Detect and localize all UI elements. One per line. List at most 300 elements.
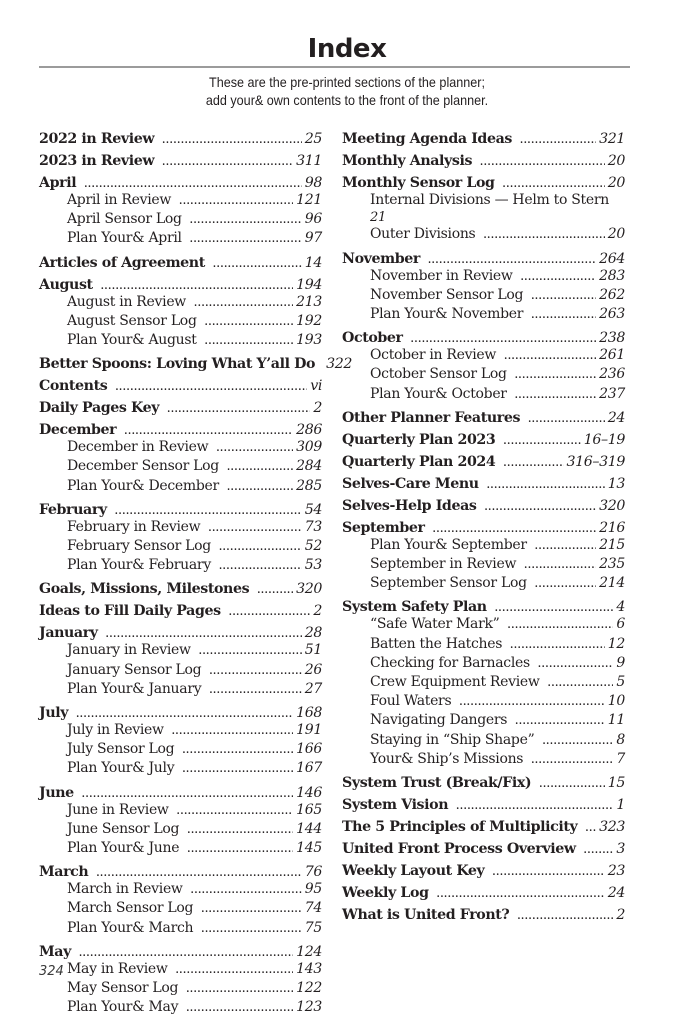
entry-label: August xyxy=(39,276,93,293)
dot-leader xyxy=(538,657,614,674)
entry-label: November in Review xyxy=(370,267,513,284)
entry-label: Batten the Hatches xyxy=(370,635,503,652)
page-reference: 54 xyxy=(304,501,322,518)
index-subentry-safe-water-mark[interactable] xyxy=(342,616,625,635)
index-description xyxy=(35,73,660,109)
page-reference: 9 xyxy=(616,654,625,671)
dot-leader xyxy=(179,194,293,211)
index-group-weekly-log xyxy=(342,884,625,902)
index-subentry-navigating-dangers[interactable] xyxy=(342,712,625,731)
entry-label: September Sensor Log xyxy=(370,575,527,592)
index-group-june xyxy=(39,784,322,860)
index-entry-contents[interactable] xyxy=(39,377,322,395)
index-group-monthly-analysis xyxy=(342,152,625,170)
dot-leader xyxy=(115,379,307,397)
page-reference: 215 xyxy=(599,536,625,553)
page-reference: 321 xyxy=(599,131,625,147)
index-subentry-plan-your-february[interactable] xyxy=(39,557,322,576)
entry-label: Plan Your& November xyxy=(370,306,524,323)
page-reference: 323 xyxy=(599,819,625,836)
entry-label: Outer Divisions xyxy=(370,226,476,243)
page-reference: 320 xyxy=(296,581,322,598)
page-reference: 74 xyxy=(304,900,322,917)
dot-leader xyxy=(508,618,614,635)
index-column-right xyxy=(342,130,625,928)
index-entry-november[interactable] xyxy=(342,250,625,268)
entry-label: 2023 in Review xyxy=(39,153,155,169)
entry-label: System Trust (Break/Fix) xyxy=(342,775,532,792)
index-entry-january[interactable] xyxy=(39,624,322,642)
page-number: 324 xyxy=(39,964,64,979)
index-entry-selves-care-menu[interactable] xyxy=(342,475,625,493)
entry-label: August Sensor Log xyxy=(67,312,197,329)
page-reference: 123 xyxy=(296,999,322,1016)
index-subentry-february-in-review[interactable] xyxy=(39,519,322,538)
page-reference: 193 xyxy=(296,332,322,349)
index-group-2022-in-review xyxy=(39,130,322,148)
page-reference: 167 xyxy=(296,760,322,777)
entry-label: Goals, Missions, Milestones xyxy=(39,581,250,598)
index-subentry-plan-your-october[interactable] xyxy=(342,386,625,405)
index-group-system-trust-break-fix xyxy=(342,774,625,792)
index-subentry-may-in-review[interactable] xyxy=(39,961,322,980)
entry-label: Better Spoons: Loving What Y’all Do xyxy=(39,356,316,373)
entry-label: May xyxy=(39,943,71,960)
dot-leader xyxy=(515,388,596,405)
dot-leader xyxy=(528,411,605,429)
entry-label: October Sensor Log xyxy=(370,366,507,383)
dot-leader xyxy=(504,349,596,366)
dot-leader xyxy=(209,664,301,681)
index-subentry-april-sensor-log[interactable] xyxy=(39,211,322,230)
dot-leader xyxy=(535,577,596,594)
index-entry-quarterly-plan-2023[interactable] xyxy=(342,431,625,449)
dot-leader xyxy=(190,213,302,230)
page-title: Index xyxy=(307,34,387,64)
index-subentry-september-sensor-log[interactable] xyxy=(342,575,625,594)
index-group-other-planner-features xyxy=(342,409,625,427)
index-group-meeting-agenda-ideas xyxy=(342,130,625,148)
index-entry-february[interactable] xyxy=(39,501,322,519)
entry-label: Meeting Agenda Ideas xyxy=(342,131,512,147)
entry-label: December Sensor Log xyxy=(67,458,219,475)
dot-leader xyxy=(219,559,302,576)
page-reference: 98 xyxy=(304,175,322,191)
index-group-november xyxy=(342,250,625,326)
entry-label: September xyxy=(342,519,425,536)
page-reference: 11 xyxy=(607,712,625,729)
page-reference: 284 xyxy=(296,458,322,475)
entry-label: Weekly Layout Key xyxy=(342,863,485,880)
index-group-august xyxy=(39,276,322,352)
entry-label: Your& Ship’s Missions xyxy=(370,750,524,767)
index-subentry-plan-your-june[interactable] xyxy=(39,840,322,859)
page-reference: 8 xyxy=(616,731,625,748)
page-reference: 263 xyxy=(599,306,625,323)
entry-label: Plan Your& January xyxy=(67,680,202,697)
page-reference: 213 xyxy=(296,293,322,310)
dot-leader xyxy=(585,820,596,838)
page-reference: 5 xyxy=(616,674,625,691)
index-entry-2022-in-review[interactable] xyxy=(39,130,322,148)
index-subentry-august-in-review[interactable] xyxy=(39,294,322,313)
entry-label: Daily Pages Key xyxy=(39,400,160,417)
index-entry-what-is-united-front[interactable] xyxy=(342,906,625,924)
dot-leader xyxy=(542,734,613,751)
index-subentry-january-sensor-log[interactable] xyxy=(39,662,322,681)
entry-label: Plan Your& March xyxy=(67,919,194,936)
index-entry-meeting-agenda-ideas[interactable] xyxy=(342,130,625,148)
page-reference: 15 xyxy=(607,775,625,792)
entry-label: March Sensor Log xyxy=(67,900,194,917)
page-reference: 165 xyxy=(296,801,322,818)
entry-label: Plan Your& December xyxy=(67,477,219,494)
index-entry-better-spoons-loving-what-y-all-do[interactable] xyxy=(39,355,352,373)
index-group-september xyxy=(342,519,625,595)
index-subentry-internal-divisions-helm-to-stern[interactable] xyxy=(342,192,625,226)
dot-leader xyxy=(515,368,596,385)
entry-label: May Sensor Log xyxy=(67,980,179,997)
entry-label: Plan Your& August xyxy=(67,332,197,349)
dot-leader xyxy=(517,908,613,926)
page-reference: 52 xyxy=(304,538,322,555)
index-subentry-october-sensor-log[interactable] xyxy=(342,366,625,385)
index-entry-april[interactable] xyxy=(39,174,322,192)
description-line-2: add your& own contents to the front of the planner. xyxy=(205,92,489,108)
page-reference: 95 xyxy=(304,881,322,898)
dot-leader xyxy=(521,270,597,287)
dot-leader xyxy=(209,683,301,700)
dot-leader xyxy=(205,334,294,351)
index-subentry-batten-the-hatches[interactable] xyxy=(342,636,625,655)
index-subentry-plan-your-may[interactable] xyxy=(39,999,322,1018)
dot-leader xyxy=(510,638,605,655)
entry-label: February xyxy=(39,501,107,518)
dot-leader xyxy=(191,883,302,900)
dot-leader xyxy=(182,762,293,779)
index-entry-system-safety-plan[interactable] xyxy=(342,598,625,616)
index-group-system-vision xyxy=(342,796,625,814)
entry-label: Articles of Agreement xyxy=(39,254,205,271)
entry-label: What is United Front? xyxy=(342,907,510,924)
page-reference: 2 xyxy=(616,907,625,924)
page-reference: 23 xyxy=(607,863,625,880)
index-group-what-is-united-front xyxy=(342,906,625,924)
page-reference: 4 xyxy=(616,599,625,616)
page-reference: 262 xyxy=(599,286,625,303)
index-entry-october[interactable] xyxy=(342,329,625,347)
index-entry-july[interactable] xyxy=(39,704,322,722)
index-subentry-may-sensor-log[interactable] xyxy=(39,980,322,999)
entry-label: Monthly Analysis xyxy=(342,153,473,169)
dot-leader xyxy=(520,132,596,150)
page-reference: 96 xyxy=(304,211,322,228)
page-reference: 144 xyxy=(296,820,322,837)
page-reference: 76 xyxy=(304,864,322,881)
dot-leader xyxy=(187,823,293,840)
page-reference: 320 xyxy=(599,497,625,514)
index-subentry-your-ship-s-missions[interactable] xyxy=(342,751,625,770)
index-group-contents xyxy=(39,377,322,395)
entry-label: September in Review xyxy=(370,556,517,573)
entry-label: Selves-Help Ideas xyxy=(342,497,477,514)
entry-label: 2022 in Review xyxy=(39,131,155,147)
index-entry-articles-of-agreement[interactable] xyxy=(39,254,322,272)
index-group-selves-care-menu xyxy=(342,475,625,493)
page-reference: 75 xyxy=(304,919,322,936)
dot-leader xyxy=(219,540,302,557)
page-reference: 20 xyxy=(607,175,625,191)
dot-leader xyxy=(539,776,604,794)
page-reference: 191 xyxy=(296,722,322,739)
index-group-march xyxy=(39,863,322,939)
page-reference: 214 xyxy=(599,575,625,592)
index-subentry-august-sensor-log[interactable] xyxy=(39,313,322,332)
page-reference: 16–19 xyxy=(583,431,625,448)
entry-label: Plan Your& June xyxy=(67,840,180,857)
index-subentry-plan-your-january[interactable] xyxy=(39,681,322,700)
index-subentry-september-in-review[interactable] xyxy=(342,556,625,575)
index-group-july xyxy=(39,704,322,780)
entry-label: Plan Your& April xyxy=(67,230,182,247)
index-subentry-november-in-review[interactable] xyxy=(342,268,625,287)
index-subentry-crew-equipment-review[interactable] xyxy=(342,674,625,693)
index-subentry-plan-your-march[interactable] xyxy=(39,920,322,939)
entry-label: The 5 Principles of Multiplicity xyxy=(342,819,578,836)
page-reference: 97 xyxy=(304,230,322,247)
dot-leader xyxy=(531,289,596,306)
entry-label: January Sensor Log xyxy=(67,661,202,678)
entry-label: January xyxy=(39,625,98,642)
page-reference: 143 xyxy=(296,960,322,977)
entry-label: January in Review xyxy=(67,642,191,659)
entry-label: February Sensor Log xyxy=(67,538,211,555)
dot-leader xyxy=(515,714,605,731)
entry-label: April xyxy=(39,175,77,191)
dot-leader xyxy=(503,455,563,473)
index-subentry-march-in-review[interactable] xyxy=(39,881,322,900)
index-group-selves-help-ideas xyxy=(342,497,625,515)
index-entry-june[interactable] xyxy=(39,784,322,802)
index-entry-weekly-log[interactable] xyxy=(342,884,625,902)
index-group-october xyxy=(342,329,625,405)
page-reference: 216 xyxy=(599,519,625,536)
dot-leader xyxy=(194,296,293,313)
dot-leader xyxy=(182,743,293,760)
page-reference: 124 xyxy=(296,943,322,960)
entry-label: Staying in “Ship Shape” xyxy=(370,731,535,748)
page-reference: 286 xyxy=(296,422,322,439)
index-subentry-october-in-review[interactable] xyxy=(342,347,625,366)
index-group-the-5-principles-of-multiplicity xyxy=(342,818,625,836)
entry-label: March xyxy=(39,864,89,881)
entry-label: Crew Equipment Review xyxy=(370,674,540,691)
index-entry-may[interactable] xyxy=(39,943,322,961)
index-subentry-january-in-review[interactable] xyxy=(39,642,322,661)
page-reference: 20 xyxy=(607,226,625,243)
index-subentry-plan-your-november[interactable] xyxy=(342,306,625,325)
page-reference: 13 xyxy=(607,475,625,492)
title-divider xyxy=(39,66,630,68)
index-entry-system-trust-break-fix[interactable] xyxy=(342,774,625,792)
dot-leader xyxy=(535,539,596,556)
index-group-quarterly-plan-2024 xyxy=(342,453,625,471)
page-reference: 316–319 xyxy=(566,453,625,470)
index-entry-2023-in-review[interactable] xyxy=(39,152,322,170)
entry-label: Foul Waters xyxy=(370,693,452,710)
page-reference: vi xyxy=(310,378,322,395)
dot-leader xyxy=(199,644,302,661)
page-reference: 194 xyxy=(296,276,322,293)
entry-label: July xyxy=(39,705,69,722)
dot-leader xyxy=(190,232,302,249)
index-group-system-safety-plan xyxy=(342,598,625,770)
index-entry-selves-help-ideas[interactable] xyxy=(342,497,625,515)
index-group-2023-in-review xyxy=(39,152,322,170)
index-subentry-staying-in-ship-shape[interactable] xyxy=(342,732,625,751)
page-reference: 21 xyxy=(370,210,386,226)
entry-label: Plan Your& May xyxy=(67,999,179,1016)
index-subentry-june-in-review[interactable] xyxy=(39,802,322,821)
entry-label: October in Review xyxy=(370,347,497,364)
index-group-january xyxy=(39,624,322,700)
page-reference: 25 xyxy=(304,131,322,147)
index-entry-united-front-process-overview[interactable] xyxy=(342,840,625,858)
index-entry-march[interactable] xyxy=(39,863,322,881)
entry-label: November Sensor Log xyxy=(370,286,524,303)
index-subentry-plan-your-august[interactable] xyxy=(39,332,322,351)
page-reference: 20 xyxy=(607,153,625,169)
page-reference: 14 xyxy=(304,254,322,271)
page-reference: 146 xyxy=(296,784,322,801)
entry-label: System Safety Plan xyxy=(342,599,487,616)
entry-label: Quarterly Plan 2023 xyxy=(342,431,496,448)
entry-label: August in Review xyxy=(67,293,186,310)
index-subentry-plan-your-april[interactable] xyxy=(39,230,322,249)
dot-leader xyxy=(177,804,294,821)
dot-leader xyxy=(167,401,310,419)
index-entry-september[interactable] xyxy=(342,519,625,537)
dot-leader xyxy=(227,460,293,477)
page-reference: 264 xyxy=(599,250,625,267)
entry-label: Navigating Dangers xyxy=(370,712,508,729)
entry-label: Monthly Sensor Log xyxy=(342,175,495,191)
page-reference: 121 xyxy=(296,192,322,208)
index-entry-ideas-to-fill-daily-pages[interactable] xyxy=(39,602,322,620)
entry-label: June xyxy=(39,784,74,801)
page-reference: 2 xyxy=(313,603,322,620)
dot-leader xyxy=(548,676,614,693)
index-subentry-november-sensor-log[interactable] xyxy=(342,287,625,306)
index-group-articles-of-agreement xyxy=(39,254,322,272)
dot-leader xyxy=(257,582,293,600)
dot-leader xyxy=(524,558,596,575)
entry-label: Plan Your& February xyxy=(67,557,211,574)
index-group-united-front-process-overview xyxy=(342,840,625,858)
dot-leader xyxy=(216,441,293,458)
index-subentry-february-sensor-log[interactable] xyxy=(39,538,322,557)
index-entry-other-planner-features[interactable] xyxy=(342,409,625,427)
dot-leader xyxy=(531,753,613,770)
index-subentry-checking-for-barnacles[interactable] xyxy=(342,655,625,674)
index-subentry-foul-waters[interactable] xyxy=(342,693,625,712)
index-subentry-april-in-review[interactable] xyxy=(39,192,322,211)
entry-label: Plan Your& July xyxy=(67,760,175,777)
index-entry-daily-pages-key[interactable] xyxy=(39,399,322,417)
page-reference: 311 xyxy=(296,153,322,169)
index-column-left xyxy=(39,130,352,1022)
entry-label: March in Review xyxy=(67,881,183,898)
dot-leader xyxy=(492,864,604,882)
index-subentry-plan-your-september[interactable] xyxy=(342,537,625,556)
page-reference: 235 xyxy=(599,556,625,573)
page-reference: 261 xyxy=(599,347,625,364)
dot-leader xyxy=(487,477,605,495)
index-entry-monthly-sensor-log[interactable] xyxy=(342,174,625,192)
index-subentry-july-sensor-log[interactable] xyxy=(39,741,322,760)
description-line-1: These are the pre-printed sections of the planner; xyxy=(209,74,485,90)
entry-label: “Safe Water Mark” xyxy=(370,616,500,633)
index-subentry-july-in-review[interactable] xyxy=(39,722,322,741)
page-reference: 168 xyxy=(296,705,322,722)
page-reference: 309 xyxy=(296,439,322,456)
index-entry-monthly-analysis[interactable] xyxy=(342,152,625,170)
index-group-daily-pages-key xyxy=(39,399,322,417)
index-group-quarterly-plan-2023 xyxy=(342,431,625,449)
page-reference: 1 xyxy=(616,797,625,814)
page-reference: 122 xyxy=(296,980,322,997)
page-reference: 28 xyxy=(304,625,322,642)
page-reference: 10 xyxy=(607,693,625,710)
entry-label: November xyxy=(342,250,420,267)
dot-leader xyxy=(503,433,580,451)
page-reference: 12 xyxy=(607,635,625,652)
index-entry-august[interactable] xyxy=(39,276,322,294)
entry-label: Plan Your& October xyxy=(370,385,507,402)
index-group-monthly-sensor-log xyxy=(342,174,625,246)
index-subentry-december-in-review[interactable] xyxy=(39,439,322,458)
index-entry-quarterly-plan-2024[interactable] xyxy=(342,453,625,471)
page-reference: 27 xyxy=(304,680,322,697)
dot-leader xyxy=(584,842,614,860)
index-subentry-outer-divisions[interactable] xyxy=(342,226,625,245)
index-entry-weekly-layout-key[interactable] xyxy=(342,862,625,880)
dot-leader xyxy=(186,982,293,999)
entry-label: April in Review xyxy=(67,192,172,208)
dot-leader xyxy=(480,154,605,172)
entry-label: July in Review xyxy=(67,722,164,739)
dot-leader xyxy=(484,499,596,517)
page-reference: 322 xyxy=(326,356,352,373)
page-reference: 24 xyxy=(607,409,625,426)
index-subentry-plan-your-december[interactable] xyxy=(39,478,322,497)
index-entry-goals-missions-milestones[interactable] xyxy=(39,580,322,598)
index-entry-december[interactable] xyxy=(39,421,322,439)
page-reference: 192 xyxy=(296,312,322,329)
index-entry-system-vision[interactable] xyxy=(342,796,625,814)
dot-leader xyxy=(162,154,293,172)
index-subentry-june-sensor-log[interactable] xyxy=(39,821,322,840)
entry-label: December in Review xyxy=(67,439,209,456)
index-subentry-march-sensor-log[interactable] xyxy=(39,900,322,919)
entry-label: June in Review xyxy=(67,801,169,818)
index-subentry-plan-your-july[interactable] xyxy=(39,760,322,779)
entry-label: Checking for Barnacles xyxy=(370,654,530,671)
dot-leader xyxy=(227,480,293,497)
index-entry-the-5-principles-of-multiplicity[interactable] xyxy=(342,818,625,836)
index-subentry-december-sensor-log[interactable] xyxy=(39,458,322,477)
page-reference: 236 xyxy=(599,366,625,383)
